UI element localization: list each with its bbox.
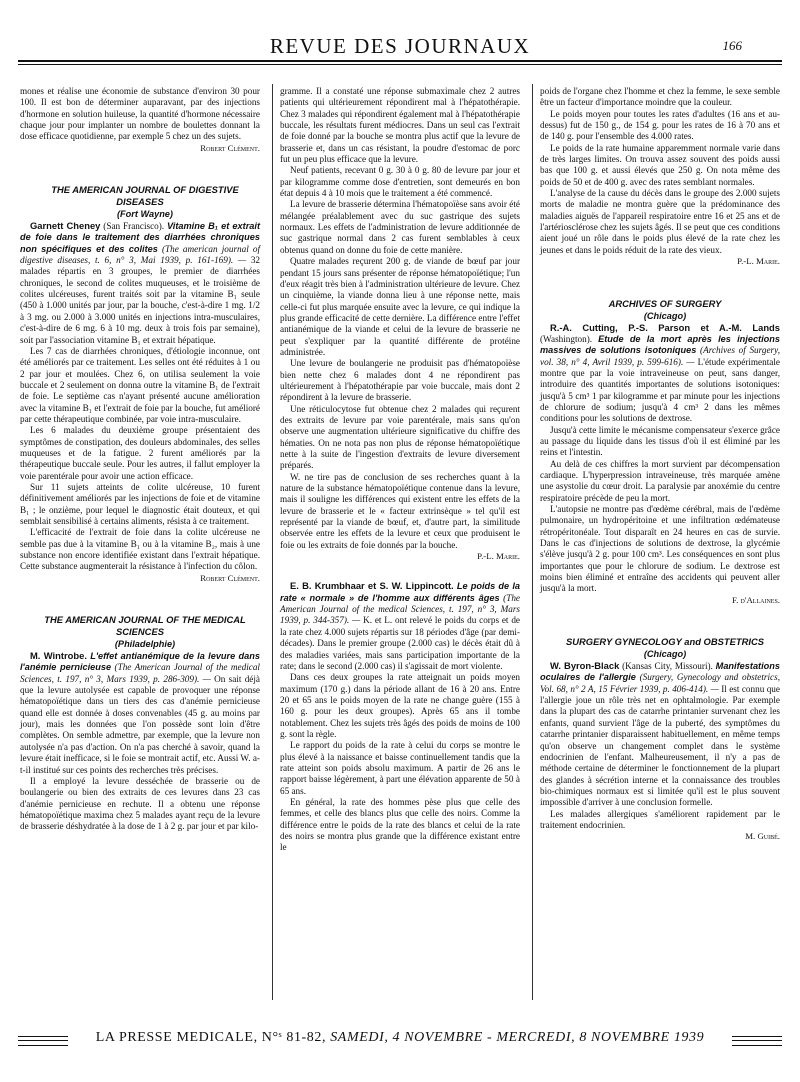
article-title: L'effet antianémique de la levure dans l'anémie pernicieuse <box>20 651 260 673</box>
paragraph: En général, la rate des hommes pèse plus que celle des femmes, et celle des blancs plus que celle des noirs. Comme la différence entre le poids de la rate des blancs et celui de la rate des noirs se montra plus grande que la différence existant entre le <box>280 796 520 853</box>
journal-place: (Philadelphie) <box>114 639 176 650</box>
paragraph: 32 malades répartis en 3 groupes, le premier de diarrhées chroniques, le second de colites muqueuses, et le troisième de colites ulcéreuses, furent traités soit par la vitamine B₁ seule (450 à 1.000 unités par jour, par la bouche, c'est-à-dire 1 mg. 1/2 à 3 mg. ou 2.000 à 3.000 unités en injections intra-musculaires, c'est-à-dire de 6 mg. 6 à 10 mg. deux à trois fois par semaine), soit par l'association vitamine B₁ et extrait hépatique. <box>20 255 260 345</box>
paragraph: Au delà de ces chiffres la mort survient par décompensation cardiaque. L'hyperpression intraveineuse, très marquée amène une asystolie du cœur droit. La paralysie par anoxémie du centre respiratoire précède de peu la mort. <box>540 458 780 503</box>
signature: Robert Clément. <box>200 142 260 153</box>
author-location: (San Francisco). <box>100 221 167 232</box>
paragraph: L'efficacité de l'extrait de foie dans la colite ulcéreuse ne semble pas due à la vitamine B₁ ou à la vitamine B₂, mais à une substance non encore identifiée existant dans l'extrait hépatique. Cette substance augmenterait la résistance à l'infection du côlon. <box>20 527 260 572</box>
paragraph: Les 7 cas de diarrhées chroniques, d'étiologie inconnue, ont été améliorés par ce traitement. Les selles ont été réduites à 1 ou 2 par jour et moulées. Chez 6, on utilisa seulement la voie buccale et 2 seulement on donna outre la vitamine B₁ de l'extrait de foie. Le septième cas n'ayant présenté aucune amélioration avec la vitamine B₁ et l'extrait de foie par la bouche, fut amélioré par cette thérapeutique combinée, par voie intra-musculaire. <box>20 345 260 424</box>
abstract-lead <box>540 660 780 808</box>
page-header <box>18 30 782 70</box>
article-title: Le poids de la rate « normale » de l'homme aux différents âges <box>280 581 520 603</box>
journal-place: (Chicago) <box>643 310 687 321</box>
paragraph: gramme. Il a constaté une réponse submaximale chez 2 autres patients qui ultérieurement répondirent mal à l'hépatothérapie. Chez 3 malades qui répondirent également mal à l'hépatothérapie buccale, les résultats furent médiocres. Dans un seul cas l'extrait de foie donné par la bouche se montra plus actif que la levure de brasserie et, dans un cas résistant, la poudre d'estomac de porc fut un peu plus efficace que la levure. <box>280 86 520 165</box>
paragraph: Jusqu'à cette limite le mécanisme compensateur s'exerce grâce au passage du liquide dans les tissus d'où il est éliminé par les reins et l'intestin. <box>540 424 780 458</box>
paragraph: poids de l'organe chez l'homme et chez la femme, le sexe semble être un facteur d'importance moindre que la couleur. <box>540 86 780 108</box>
article-title: Manifestations oculaires de l'allergie <box>540 661 780 683</box>
journal-place: (Chicago) <box>643 649 687 660</box>
page-number: 166 <box>722 38 742 53</box>
paragraph: W. ne tire pas de conclusion de ses recherches quant à la nature de la substance hématopoïétique contenue dans la levure, mais il souligne les différences qui existent entre les effets de la levure de brasserie et le « facteur extrinsèque » tel qu'il est représenté par la viande de bœuf, et, d'autre part, la similitude observée entre les effets de la levure et ceux que produisent le foie ou les extraits de foie donnés par la bouche. <box>280 471 520 550</box>
paragraph: mones et réalise une économie de substance d'environ 30 pour 100. Il est bon de déterminer auparavant, par des injections d'hormone en solution huileuse, la quantité d'hormone nécessaire chaque jour pour implanter un nombre de boulettes donnant la dose efficace quotidienne, par exemple 5 chez un des sujets. <box>20 86 260 142</box>
signature: P.-L. Marie. <box>477 551 520 562</box>
author: Garnett Cheney <box>30 220 101 232</box>
paragraph: Une réticulocytose fut obtenue chez 2 malades qui reçurent des extraits de levure par voie parentérale, mais sans qu'on observe une augmentation ultérieure significative du chiffre des hématies. On ne nota pas non plus de réponse hématopoïétique nette à la suite de l'ingestion d'extraits de levure diversement préparés. <box>280 403 520 471</box>
signature: Robert Clément. <box>200 572 260 583</box>
article-reference: (Archives of Surgery, vol. 38, n° 4, Avril 1939, p. 599-616). — <box>540 345 780 367</box>
paragraph: Les 6 malades du deuxième groupe présentaient des symptômes de constipation, des douleurs abdominales, des selles muqueuses et de la fatigue. 2 furent améliorés par la thérapeutique buccale seule. Pour les autres, il fallut employer la voie parentérale pour avoir une action efficace. <box>20 425 260 481</box>
author: E. B. Krumbhaar et S. W. Lippincott. <box>290 580 454 592</box>
article-title: Vitamine B₁ et extrait de foie dans le traitement des diarrhées chroniques non spécifiques et des colites <box>20 221 260 254</box>
article-reference: (The American Journal of the medical Sciences, t. 197, n° 3, Mars 1939, p. 286-309). — <box>20 662 260 684</box>
journal-title: THE AMERICAN JOURNAL OF DIGESTIVE DISEASES <box>51 184 239 208</box>
author: R.-A. Cutting, P.-S. Parson et A.-M. Lands <box>550 321 780 333</box>
journal-page <box>18 0 782 1082</box>
paragraph: Dans ces deux groupes la rate atteignait un poids moyen maximum (170 g.) dans la période allant de 16 à 20 ans. Entre 20 et 65 ans le poids moyen de la rate ne change guère (155 à 160 g. pour les deux groupes). Après 65 ans il tombe notablement. Chez les sujets très âgés des poids de moins de 100 g. sont la règle. <box>280 672 520 739</box>
paragraph: On sait déjà que la levure autolysée est capable de provoquer une réponse hématopoïétique dans un tiers des cas d'anémie pernicieuse quand elle est donnée à doses convenables (45 g. au moins par jour), mais les données que l'on possède sont loin d'être complètes. On semble admettre, par exemple, que la levure non autolysée n'a pas d'action. On n'a pas cherché à savoir, quand la levure était inefficace, si le foie se montrait actif, etc. Aussi W. a-t-il institué sur ces points des recherches très précises. <box>20 673 260 775</box>
author: M. Wintrobe. <box>30 650 87 662</box>
signature: F. d'Allaines. <box>731 594 780 605</box>
page-footer <box>18 1030 782 1054</box>
article-title: Etude de la mort après les injections massives de solutions isotoniques <box>540 333 780 356</box>
paragraph: Sur 11 sujets atteints de colite ulcéreuse, 10 furent définitivement améliorés par les injections de foie et de vitamine B₁ ; le onzième, pour lequel le diagnostic était douteux, et qui semblait sensibilisé à certains aliments, résista à ce traitement. <box>20 481 260 526</box>
signature: P.-L. Marie. <box>737 256 780 267</box>
author-location: (Kansas City, Missouri). <box>619 661 716 672</box>
header-rule-thin <box>18 64 782 65</box>
paragraph: Il a employé la levure desséchée de brasserie ou de boulangerie ou bien des extraits de ces levures dans 23 cas d'anémie pernicieuse en rechute. Il a obtenu une réponse hématopoïétique maxima chez 5 malades ayant reçu de la levure de brasserie déshydratée à la dose de 1 à 2 g. par jour et par kilo- <box>20 775 260 832</box>
paragraph: Quatre malades reçurent 200 g. de viande de bœuf par jour pendant 15 jours sans présenter de réponse hématopoïétique; l'un d'eux réagit très bien à l'administration ultérieure de levure. Chez un cinquième, la viande donna lieu à une réponse nette, mais celle-ci fut plus marquée ensuite avec la levure, ce qui indique la plus grande efficacité de cette dernière. La différence entre l'effet antianémique de la viande et celui de la levure de brasserie ne peut s'expliquer par la quantité différente de protéine administrée. <box>280 256 520 357</box>
column-divider <box>532 84 533 1000</box>
column-3 <box>540 86 780 843</box>
paragraph: Une levure de boulangerie ne produisit pas d'hématopoïèse bien nette chez 6 malades dont 4 ne répondirent pas ultérieurement à l'hépatothérapie par voie buccale, mais dont 2 répondirent à la levure de brasserie. <box>280 358 520 403</box>
footer-rule <box>732 1036 782 1046</box>
journal-title: THE AMERICAN JOURNAL OF THE MEDICAL SCIENCES <box>44 614 246 638</box>
paragraph: L'autopsie ne montre pas d'œdème cérébral, mais de l'œdème pulmonaire, un hydropéritoine et une infiltration œdémateuse rétropéritonéale. Tout disparaît en 24 heures en cas de survie. Dans le cas d'injections de solutions de dextrose, la glycémie s'élève jusqu'à 2 g. pour 100 cm³. Les conséquences en sont plus importantes que pour le chlorure de sodium. Le dextrose est moins bien éliminé et entraîne des accidents qui peuvent aller jusqu'à la mort. <box>540 504 780 594</box>
journal-title: SURGERY GYNECOLOGY and OBSTETRICS <box>566 636 764 648</box>
author-location: (Washington). <box>540 333 599 344</box>
article-reference: (The american journal of digestive diseases, t. 6, n° 3, Mai 1939, p. 161-169). — <box>20 243 261 266</box>
footer-date: SAMEDI, 4 NOVEMBRE - MERCREDI, 8 NOVEMBRE 1939 <box>326 1030 705 1045</box>
journal-place: (Fort Wayne) <box>117 209 173 220</box>
footer-rule <box>18 1036 68 1046</box>
paragraph: Le poids moyen pour toutes les rates d'adultes (16 ans et au-dessus) fut de 150 g., de 154 g. pour les rates de 16 à 70 ans et de 140 g. pour l'ensemble des 4.000 rates. <box>540 108 780 142</box>
paragraph: La levure de brasserie détermina l'hématopoïèse sans avoir été mélangée préalablement avec du suc gastrique des sujets normaux. Les effets de l'administration de levure additionnée de suc gastrique normal dans 2 cas furent semblables à ceux obtenus quand on donne du foie de cette manière. <box>280 199 520 255</box>
paragraph: Il est connu que l'allergie joue un rôle très net en ophtalmologie. Par exemple dans la plupart des cas de catarrhe printanier survenant chez les enfants, quand survient l'âge de la puberté, des symptômes du catarrhe printanier disparaissent habituellement, en même temps qu'on observe un changement complet dans le système endocrinien de l'enfant. Malheureusement, il n'y a pas de méthode certaine de déterminer le fonctionnement de la plupart des glandes à sécrétion interne et la connaissance des troubles bio-chimiques normaux est si limitée qu'il est le plus souvent impossible d'arriver à une conclusion formelle. <box>540 683 780 808</box>
paragraph: Le poids de la rate humaine apparemment normale varie dans de très larges limites. On trouva assez souvent des poids aussi bas que 100 g. et aussi élevés que 250 g. On nota même des poids de 50 et de 400 g. avec des rates semblant normales. <box>540 142 780 187</box>
journal-title: ARCHIVES OF SURGERY <box>608 297 722 309</box>
article-reference: (The American Journal of the medical Sciences, t. 197, n° 3, Mars 1939, p. 344-357). — <box>280 592 520 626</box>
footer-journal: LA PRESSE MEDICALE, N°ˢ 81-82, <box>95 1030 327 1045</box>
footer-text <box>74 1030 726 1046</box>
abstract-lead <box>540 322 780 425</box>
abstract-lead <box>20 220 260 346</box>
header-rule <box>18 60 782 62</box>
paragraph: Neuf patients, recevant 0 g. 30 à 0 g. 80 de levure par jour et par kilogramme comme dose d'entretien, sont demeurés en bon état depuis 4 à 10 mois que le traitement a été commencé. <box>280 165 520 199</box>
abstract-lead <box>20 650 260 776</box>
signature: M. Guibé. <box>745 831 780 842</box>
author: W. Byron-Black <box>550 660 620 672</box>
column-2 <box>280 86 520 854</box>
page-title: REVUE DES JOURNAUX <box>269 34 531 58</box>
paragraph: L'étude expérimentale montre que par la voie intraveineuse on peut, sans danger, introduire des quantités importantes de solutions isotoniques: jusqu'à 5 cm³ 1 par kilogramme et par minute pour les injections de chlorure de sodium; jusqu'à 4 cm³ 2 dans les mêmes conditions pour les solutions de dextrose. <box>540 356 780 424</box>
paragraph: K. et L. ont relevé le poids du corps et de la rate chez 4.000 sujets répartis sur 18 périodes d'âge (par demi-décades). Dans le premier groupe (2.000 cas) le décès était dû à des maladies variées, mais sans participation importante de la rate; dans le second (2.000 cas) il s'agissait de mort violente. <box>280 615 520 671</box>
paragraph: Les malades allergiques s'améliorent rapidement par le traitement endocrinien. <box>540 808 780 830</box>
abstract-lead <box>280 580 520 672</box>
column-1 <box>20 86 260 833</box>
paragraph: Le rapport du poids de la rate à celui du corps se montre le plus élevé à la naissance et baisse continuellement tandis que la rate atteint son poids absolu maximum. A partir de 26 ans le rapport baisse légèrement, à part une élévation apparente de 50 à 65 ans. <box>280 740 520 796</box>
column-divider <box>272 84 273 1000</box>
article-reference: (Surgery, Gynecology and obstetrics, Vol. 68, n° 2 A, 15 Février 1939, p. 406-414). — <box>540 672 780 694</box>
paragraph: L'analyse de la cause du décès dans le groupe des 2.000 sujets morts de maladie ne montra guère que la prédominance des maladies aiguës de l'appareil respiratoire entre 16 et 25 ans et de l'artériosclérose chez les sujets âgés. Il se peut que ces conditions aient joué un rôle dans le poids plus élevé de la rate chez les jeunes et dans le poids réduit de la rate des vieux. <box>540 188 780 255</box>
